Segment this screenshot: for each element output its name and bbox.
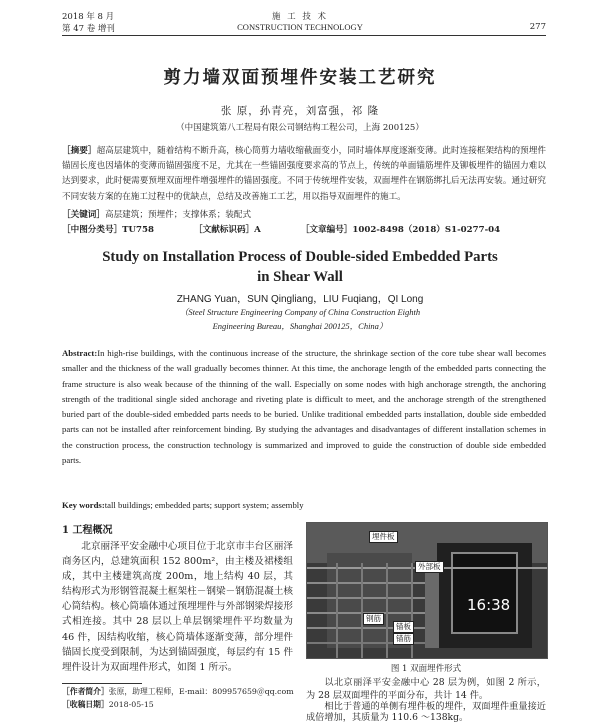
- classification-row: [62, 223, 546, 238]
- authors-en: ZHANG Yuan，SUN Qingliang，LIU Fuqiang，QI Long: [176, 294, 424, 305]
- header-journal-cn: 施 工 技 术: [271, 12, 329, 22]
- header-volume: 第 47 卷 增刊: [62, 24, 115, 34]
- footnote-received-text: 2018-05-15: [108, 700, 154, 709]
- abstract-cn-label: ［摘要］: [62, 146, 97, 156]
- footnote-received: [62, 699, 154, 710]
- footnote-rule: [62, 683, 142, 684]
- keywords-cn-label: ［关键词］: [62, 210, 105, 220]
- affiliation-en-line2: Engineering Bureau，Shanghai 200125，China）: [212, 321, 388, 331]
- affiliation-en-line1: （Steel Structure Engineering Company of China Construction Eighth: [179, 307, 421, 317]
- page-title-cn: 剪力墙双面预埋件安装工艺研究: [163, 68, 437, 88]
- title-en-line2: in Shear Wall: [257, 269, 343, 285]
- right-paragraph-1: 以北京丽泽平安金融中心 28 层为例，如图 2 所示，为 28 层双面埋件的平面分布，共计 14 件。: [306, 677, 546, 701]
- header-journal-en: CONSTRUCTION TECHNOLOGY: [237, 22, 363, 32]
- label-rebar: 钢筋: [363, 613, 384, 625]
- header-rule: [62, 35, 546, 36]
- photo-timestamp: 16:38: [467, 596, 511, 614]
- abstract-en: [62, 346, 546, 468]
- section1-text: 北京丽泽平安金融中心项目位于北京市丰台区丽泽商务区内，总建筑面积 152 800m²，由主楼及裙楼组成，其中主楼建筑高度 200m，地上结构 40 层，其结构形式为形钢管混凝土框架柱－钢梁－钢筋混凝土核心筒结构。核心筒墙体通过预埋埋件与外部钢梁焊接形式相连接。其中 28 层以上单层钢梁埋件平均数量为 46 件，因结构收缩，核心筒墙体逐渐变薄，部分埋件锚固长度受到限制，为达到锚固强度，每层约有 15 件埋件设计为双面埋件形式，如图 1 所示。: [62, 541, 293, 673]
- keywords-en: [62, 498, 546, 513]
- page-title-en: [0, 247, 600, 287]
- keywords-cn-text: 高层建筑；预埋件；支撑体系；装配式: [104, 210, 252, 220]
- article-number: ［文章编号］1002-8498（2018）S1-0277-04: [300, 225, 501, 235]
- title-en-line1: Study on Installation Process of Double-sided Embedded Parts: [102, 249, 498, 265]
- abstract-cn: [62, 144, 546, 205]
- abstract-cn-text: 超高层建筑中，随着结构不断升高，核心筒剪力墙收缩截面变小，同时墙体厚度逐渐变薄。此时连接框架结构的预埋件锚固长度也因墙体的变薄而锚固强度不足，尤其在一些锚固强度要求高的节点上，传统的单面锚筋埋件及铆板埋件的锚固力难以达到要求，此时便需要预埋双面埋件增强埋件的锚固强度。不同于传统埋件安装，双面埋件在钢筋绑扎后无法再安装。通过研究不同安装方案的在施工过程中的优缺点，总结及改善施工工艺，用以指导双面埋件的施工。: [62, 146, 546, 202]
- header-date: 2018 年 8 月: [62, 12, 115, 22]
- keywords-en-text: tall buildings; embedded parts; support system; assembly: [104, 500, 304, 510]
- keywords-en-label: Key words:: [62, 500, 105, 510]
- clc-number: ［中图分类号］TU758: [62, 225, 154, 235]
- construction-photo: [307, 523, 547, 658]
- label-inner-plate: 埋件板: [369, 531, 398, 543]
- abstract-en-label: Abstract:: [62, 348, 98, 358]
- affiliation-cn: （中国建筑第八工程局有限公司钢结构工程公司，上海 200125）: [176, 123, 424, 133]
- footnote-received-label: ［收稿日期］: [62, 700, 109, 709]
- document-code: ［文献标识码］A: [194, 225, 261, 235]
- keywords-cn: [62, 208, 546, 223]
- label-anchor-bar: 锚筋: [393, 633, 414, 645]
- footnote-author-label: ［作者简介］: [62, 687, 109, 696]
- footnote-author-text: 张原，助理工程师，E-mail：809957659＠qq.com: [108, 687, 294, 696]
- figure-1-caption: 图 1 双面埋件形式: [390, 664, 462, 674]
- section-heading: 1 工程概况: [62, 525, 113, 536]
- label-anchor-plate: 锚板: [393, 621, 414, 633]
- right-paragraph-2: 相比于普通的单侧有埋件板的埋件，双面埋件重量接近成倍增加，其质量为 110.6 ～138kg。: [306, 701, 546, 723]
- label-outer-plate: 外部板: [415, 561, 444, 573]
- header-page-number: 277: [529, 22, 546, 32]
- footnote-author: [62, 686, 294, 697]
- figure-1-photo: [306, 522, 548, 659]
- abstract-en-text: In high-rise buildings, with the continuous increase of the structure, the shrinkage section of the core tube shear wall becomes smaller and the thickness of the wall gradually becomes thinner. At this time, the anchorage length of the embedded parts connecting the frame structure is also weak because of the thinning of the wall. Especially on some nodes with high anchorage strength, the anchoring strength of the traditional single sided anchorage and riveting plate is difficult to meet, and the anchorage strength of the strengthened buried part of the double-sided embedded parts needs to be buried. Unlike traditional embedded parts installation, double side embedded parts can not be installed after reinforcement binding. By studying the advantages and disadvantages of different installation schemes in the construction process, the construction technology is summarized and improved to guide the construction of double side embedded parts.: [62, 348, 546, 466]
- authors-cn: 张 原，孙青亮，刘富强，祁 隆: [220, 105, 380, 117]
